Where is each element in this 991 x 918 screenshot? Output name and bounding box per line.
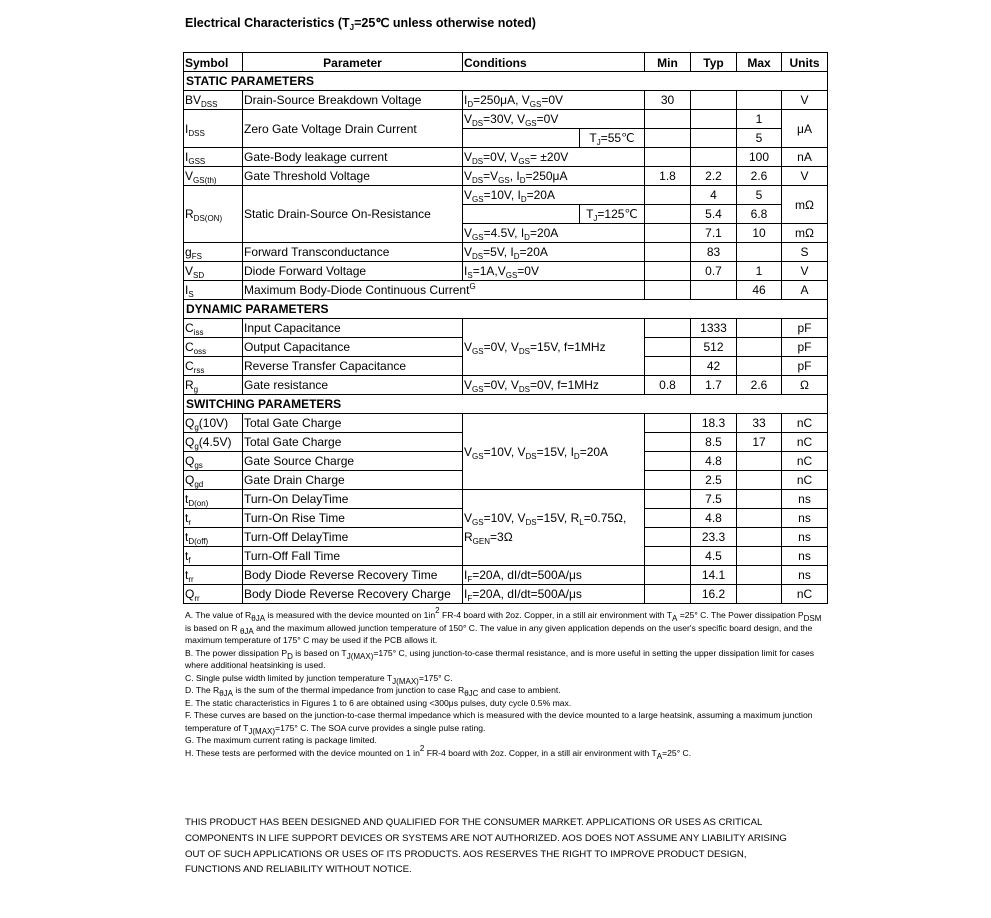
condition-cell: $V_{DS}=0V$, $V_{GS}= \pm 20V$ <box>463 148 645 167</box>
typ-cell: 7.5 <box>691 490 737 509</box>
empty-cell <box>645 452 691 471</box>
typ-cell: 83 <box>691 243 737 262</box>
empty-cell <box>737 490 782 509</box>
empty-cell <box>737 566 782 585</box>
empty-cell <box>737 547 782 566</box>
note-a: A. The value of $R_{\theta JA}$ is measured with the device mounted on $1in^2$ FR-4 board with 2oz. Copper, in a still air environment with $T_A =25^\circ$ C. The Power dissipation $P_{DSM}$ is based on R $_{\theta JA}$ and the maximum allowed junction temperature of 150° C. The value in any given application depends on the user's specific board design, and the maximum temperature of 175° C may be used if the PCB allows it. <box>185 606 822 645</box>
condition-cell: $V_{GS}=10V$, $I_D=20A$ <box>463 186 645 205</box>
condition-cell: $T_J=55℃$ <box>580 129 645 148</box>
empty-cell <box>691 129 737 148</box>
empty-cell <box>737 452 782 471</box>
parameter-cell: Drain-Source Breakdown Voltage <box>243 91 463 110</box>
typ-cell: 1333 <box>691 319 737 338</box>
row-ciss <box>184 319 828 338</box>
unit-cell: nA <box>782 148 828 167</box>
typ-cell: 4.5 <box>691 547 737 566</box>
parameter-cell: Output Capacitance <box>243 338 463 357</box>
row-tdon <box>184 490 828 509</box>
page-title: Electrical Characteristics ($T_J=25℃$ unless otherwise noted) <box>185 16 536 32</box>
disclaimer-line: THIS PRODUCT HAS BEEN DESIGNED AND QUALIFIED FOR THE CONSUMER MARKET. APPLICATIONS OR USES AS CRITICAL <box>185 817 763 828</box>
empty-cell <box>691 281 737 300</box>
symbol-cell: $Q_g(10V)$ <box>184 414 243 433</box>
empty-cell <box>645 414 691 433</box>
typ-cell: 4 <box>691 186 737 205</box>
typ-cell: 7.1 <box>691 224 737 243</box>
max-cell: 5 <box>737 129 782 148</box>
empty-cell <box>737 509 782 528</box>
empty-cell <box>737 338 782 357</box>
parameter-cell: Gate resistance <box>243 376 463 395</box>
typ-cell: 5.4 <box>691 205 737 224</box>
row-rg <box>184 376 828 395</box>
empty-cell <box>645 129 691 148</box>
parameter-cell: Turn-Off Fall Time <box>243 547 463 566</box>
empty-cell <box>737 528 782 547</box>
symbol-cell: $C_{oss}$ <box>184 338 243 357</box>
symbol-cell: $Q_{gs}$ <box>184 452 243 471</box>
typ-cell: 4.8 <box>691 509 737 528</box>
typ-cell: 512 <box>691 338 737 357</box>
parameter-cell: Gate Drain Charge <box>243 471 463 490</box>
col-header-max: Max <box>737 53 782 72</box>
empty-cell <box>645 186 691 205</box>
row-idss-1 <box>184 110 828 129</box>
unit-cell: pF <box>782 319 828 338</box>
unit-cell: μA <box>782 110 828 148</box>
disclaimer-line: COMPONENTS IN LIFE SUPPORT DEVICES OR SYSTEMS ARE NOT AUTHORIZED. AOS DOES NOT ASSUME ANY LIABILITY ARISING <box>185 832 787 844</box>
condition-cell: $I_F=20A$, dI/dt=500A/μs <box>463 566 645 585</box>
note-e: E. The static characteristics in Figures 1 to 6 are obtained using <300μs pulses, duty cycle 0.5% max. <box>185 697 572 708</box>
unit-cell: mΩ <box>782 186 828 224</box>
parameter-cell: Turn-On Rise Time <box>243 509 463 528</box>
col-header-parameter: Parameter <box>243 53 463 72</box>
parameter-cell: Zero Gate Voltage Drain Current <box>243 110 463 148</box>
parameter-cell: Static Drain-Source On-Resistance <box>243 186 463 243</box>
empty-cell <box>463 129 580 148</box>
empty-cell <box>645 433 691 452</box>
parameter-cell: Turn-Off DelayTime <box>243 528 463 547</box>
symbol-cell: $V_{SD}$ <box>184 262 243 281</box>
condition-cell: $V_{GS}=4.5V$, $I_D=20A$ <box>463 224 645 243</box>
symbol-cell: $I_S$ <box>184 281 243 300</box>
symbol-cell: $I_{DSS}$ <box>184 110 243 148</box>
max-cell: 2.6 <box>737 376 782 395</box>
section-dynamic: DYNAMIC PARAMETERS <box>184 300 828 319</box>
empty-cell <box>737 357 782 376</box>
parameter-cell: Total Gate Charge <box>243 433 463 452</box>
row-vgsth <box>184 167 828 186</box>
empty-cell <box>645 585 691 604</box>
condition-cell: $I_S=1A,V_{GS}=0V$ <box>463 262 645 281</box>
empty-cell <box>645 205 691 224</box>
parameter-cell: Diode Forward Voltage <box>243 262 463 281</box>
empty-cell <box>737 585 782 604</box>
condition-cell: $V_{GS}=10V$, $V_{DS}=15V$, $R_L=0.75\Omega$, $R_{GEN}=3\Omega$ <box>463 490 645 566</box>
condition-cell: $V_{DS}=5V$, $I_D=20A$ <box>463 243 645 262</box>
symbol-cell: $R_g$ <box>184 376 243 395</box>
max-cell: 100 <box>737 148 782 167</box>
row-qg10 <box>184 414 828 433</box>
min-cell: 30 <box>645 91 691 110</box>
symbol-cell: $Q_g(4.5V)$ <box>184 433 243 452</box>
typ-cell: 2.5 <box>691 471 737 490</box>
empty-cell <box>645 338 691 357</box>
max-cell: 10 <box>737 224 782 243</box>
note-d: D. The $R_{\theta JA}$ is the sum of the thermal impedance from junction to case $R_{\theta JC}$ and case to ambient. <box>185 685 561 698</box>
symbol-cell: $R_{DS(ON)}$ <box>184 186 243 243</box>
typ-cell: 2.2 <box>691 167 737 186</box>
empty-cell <box>645 528 691 547</box>
typ-cell: 14.1 <box>691 566 737 585</box>
typ-cell: 18.3 <box>691 414 737 433</box>
condition-cell: $V_{GS}=0V$, $V_{DS}=15V$, f=1MHz <box>463 319 645 376</box>
unit-cell: nC <box>782 414 828 433</box>
col-header-min: Min <box>645 53 691 72</box>
typ-cell: 42 <box>691 357 737 376</box>
condition-cell: $V_{DS}=30V$, $V_{GS}=0V$ <box>463 110 645 129</box>
max-cell <box>737 91 782 110</box>
unit-cell: nC <box>782 433 828 452</box>
disclaimer-line: OUT OF SUCH APPLICATIONS OR USES OF ITS PRODUCTS. AOS RESERVES THE RIGHT TO IMPROVE PRODUCT DESIGN, <box>185 848 747 860</box>
empty-cell <box>737 319 782 338</box>
max-cell: 2.6 <box>737 167 782 186</box>
condition-cell: $V_{GS}=0V$, $V_{DS}=0V$, f=1MHz <box>463 376 645 395</box>
unit-cell: ns <box>782 547 828 566</box>
parameter-cell: Reverse Transfer Capacitance <box>243 357 463 376</box>
symbol-cell: $C_{rss}$ <box>184 357 243 376</box>
typ-cell <box>691 91 737 110</box>
unit-cell: ns <box>782 490 828 509</box>
condition-cell: $T_J=125℃$ <box>580 205 645 224</box>
min-cell: 1.8 <box>645 167 691 186</box>
unit-cell: V <box>782 262 828 281</box>
symbol-cell: $t_{D(off)}$ <box>184 528 243 547</box>
max-cell: 46 <box>737 281 782 300</box>
unit-cell: pF <box>782 357 828 376</box>
unit-cell: nC <box>782 585 828 604</box>
symbol-cell: $V_{GS(th)}$ <box>184 167 243 186</box>
condition-cell: $V_{GS}=10V$, $V_{DS}=15V$, $I_D=20A$ <box>463 414 645 490</box>
unit-cell: pF <box>782 338 828 357</box>
condition-cell: $V_{DS}=V_{GS}$, $I_D=250\mu A$ <box>463 167 645 186</box>
symbol-cell: $t_{D(on)}$ <box>184 490 243 509</box>
parameter-cell: Gate-Body leakage current <box>243 148 463 167</box>
row-rdson-1 <box>184 186 828 205</box>
parameter-cell: Gate Threshold Voltage <box>243 167 463 186</box>
parameter-cell: Total Gate Charge <box>243 414 463 433</box>
condition-cell: $I_D=250\mu A$, $V_{GS}=0V$ <box>463 91 645 110</box>
max-cell: 6.8 <box>737 205 782 224</box>
parameter-cell: Input Capacitance <box>243 319 463 338</box>
parameter-cell: Forward Transconductance <box>243 243 463 262</box>
empty-cell <box>645 471 691 490</box>
unit-cell: V <box>782 167 828 186</box>
empty-cell <box>645 224 691 243</box>
parameter-cell: Body Diode Reverse Recovery Charge <box>243 585 463 604</box>
parameter-cell: Turn-On DelayTime <box>243 490 463 509</box>
empty-cell <box>645 566 691 585</box>
empty-cell <box>645 262 691 281</box>
condition-cell: $I_F=20A$, dI/dt=500A/μs <box>463 585 645 604</box>
typ-cell: 23.3 <box>691 528 737 547</box>
unit-cell: V <box>782 91 828 110</box>
empty-cell <box>691 148 737 167</box>
col-header-symbol: Symbol <box>184 53 243 72</box>
unit-cell: ns <box>782 566 828 585</box>
col-header-typ: Typ <box>691 53 737 72</box>
parameter-cell: Body Diode Reverse Recovery Time <box>243 566 463 585</box>
empty-cell <box>645 281 691 300</box>
parameter-cell: Gate Source Charge <box>243 452 463 471</box>
col-header-units: Units <box>782 53 828 72</box>
row-qrr <box>184 585 828 604</box>
empty-cell <box>463 205 580 224</box>
unit-cell: A <box>782 281 828 300</box>
empty-cell <box>737 243 782 262</box>
row-trr <box>184 566 828 585</box>
max-cell: 1 <box>737 262 782 281</box>
empty-cell <box>645 509 691 528</box>
note-g: G. The maximum current rating is package limited. <box>185 735 377 745</box>
note-f: F. These curves are based on the junction-to-case thermal impedance which is measured with the device mounted to a large heatsink, assuming a maximum junction temperature of $T_{J(MAX)}=175^\circ$ C. The SOA curve provides a single pulse rating. <box>185 710 813 736</box>
parameter-cell: Maximum Body-Diode Continuous Current$^G$ <box>243 281 645 300</box>
empty-cell <box>645 319 691 338</box>
symbol-cell: $t_r$ <box>184 509 243 528</box>
empty-cell <box>645 357 691 376</box>
electrical-characteristics-table <box>183 52 828 604</box>
unit-cell: mΩ <box>782 224 828 243</box>
typ-cell: 4.8 <box>691 452 737 471</box>
max-cell: 33 <box>737 414 782 433</box>
empty-cell <box>645 110 691 129</box>
empty-cell <box>737 471 782 490</box>
symbol-cell: $BV_{DSS}$ <box>184 91 243 110</box>
unit-cell: nC <box>782 471 828 490</box>
symbol-cell: $C_{iss}$ <box>184 319 243 338</box>
symbol-cell: $I_{GSS}$ <box>184 148 243 167</box>
unit-cell: ns <box>782 528 828 547</box>
max-cell: 1 <box>737 110 782 129</box>
empty-cell <box>645 148 691 167</box>
empty-cell <box>645 490 691 509</box>
row-vsd <box>184 262 828 281</box>
empty-cell <box>691 110 737 129</box>
symbol-cell: $Q_{gd}$ <box>184 471 243 490</box>
symbol-cell: $t_{rr}$ <box>184 566 243 585</box>
disclaimer-line: FUNCTIONS AND RELIABILITY WITHOUT NOTICE. <box>185 864 412 876</box>
typ-cell: 0.7 <box>691 262 737 281</box>
disclaimer <box>185 815 825 878</box>
unit-cell: nC <box>782 452 828 471</box>
symbol-cell: $g_{FS}$ <box>184 243 243 262</box>
unit-cell: ns <box>782 509 828 528</box>
typ-cell: 16.2 <box>691 585 737 604</box>
symbol-cell: $t_f$ <box>184 547 243 566</box>
section-switching: SWITCHING PARAMETERS <box>184 395 828 414</box>
note-b: B. The power dissipation $P_D$ is based on $T_{J(MAX)}=175^\circ$ C, using junction-to-case thermal resistance, and is more useful in setting the upper dissipation limit for cases where additional heatsinking is used. <box>185 647 815 670</box>
row-is <box>184 281 828 300</box>
row-gfs <box>184 243 828 262</box>
note-h: H. These tests are performed with the device mounted on 1 $in^2$ FR-4 board with 2oz. Copper, in a still air environment with $T_A=25^\circ$ C. <box>185 743 692 761</box>
section-static: STATIC PARAMETERS <box>184 72 828 91</box>
row-igss <box>184 148 828 167</box>
row-bvdss <box>184 91 828 110</box>
footnotes <box>185 606 825 761</box>
typ-cell: 1.7 <box>691 376 737 395</box>
unit-cell: S <box>782 243 828 262</box>
empty-cell <box>645 243 691 262</box>
table-header-row <box>184 53 828 72</box>
max-cell: 5 <box>737 186 782 205</box>
typ-cell: 8.5 <box>691 433 737 452</box>
empty-cell <box>645 547 691 566</box>
col-header-conditions: Conditions <box>463 53 645 72</box>
symbol-cell: $Q_{rr}$ <box>184 585 243 604</box>
unit-cell: Ω <box>782 376 828 395</box>
note-c: C. Single pulse width limited by junction temperature $T_{J(MAX)}=175^\circ$ C. <box>185 672 453 686</box>
max-cell: 17 <box>737 433 782 452</box>
min-cell: 0.8 <box>645 376 691 395</box>
